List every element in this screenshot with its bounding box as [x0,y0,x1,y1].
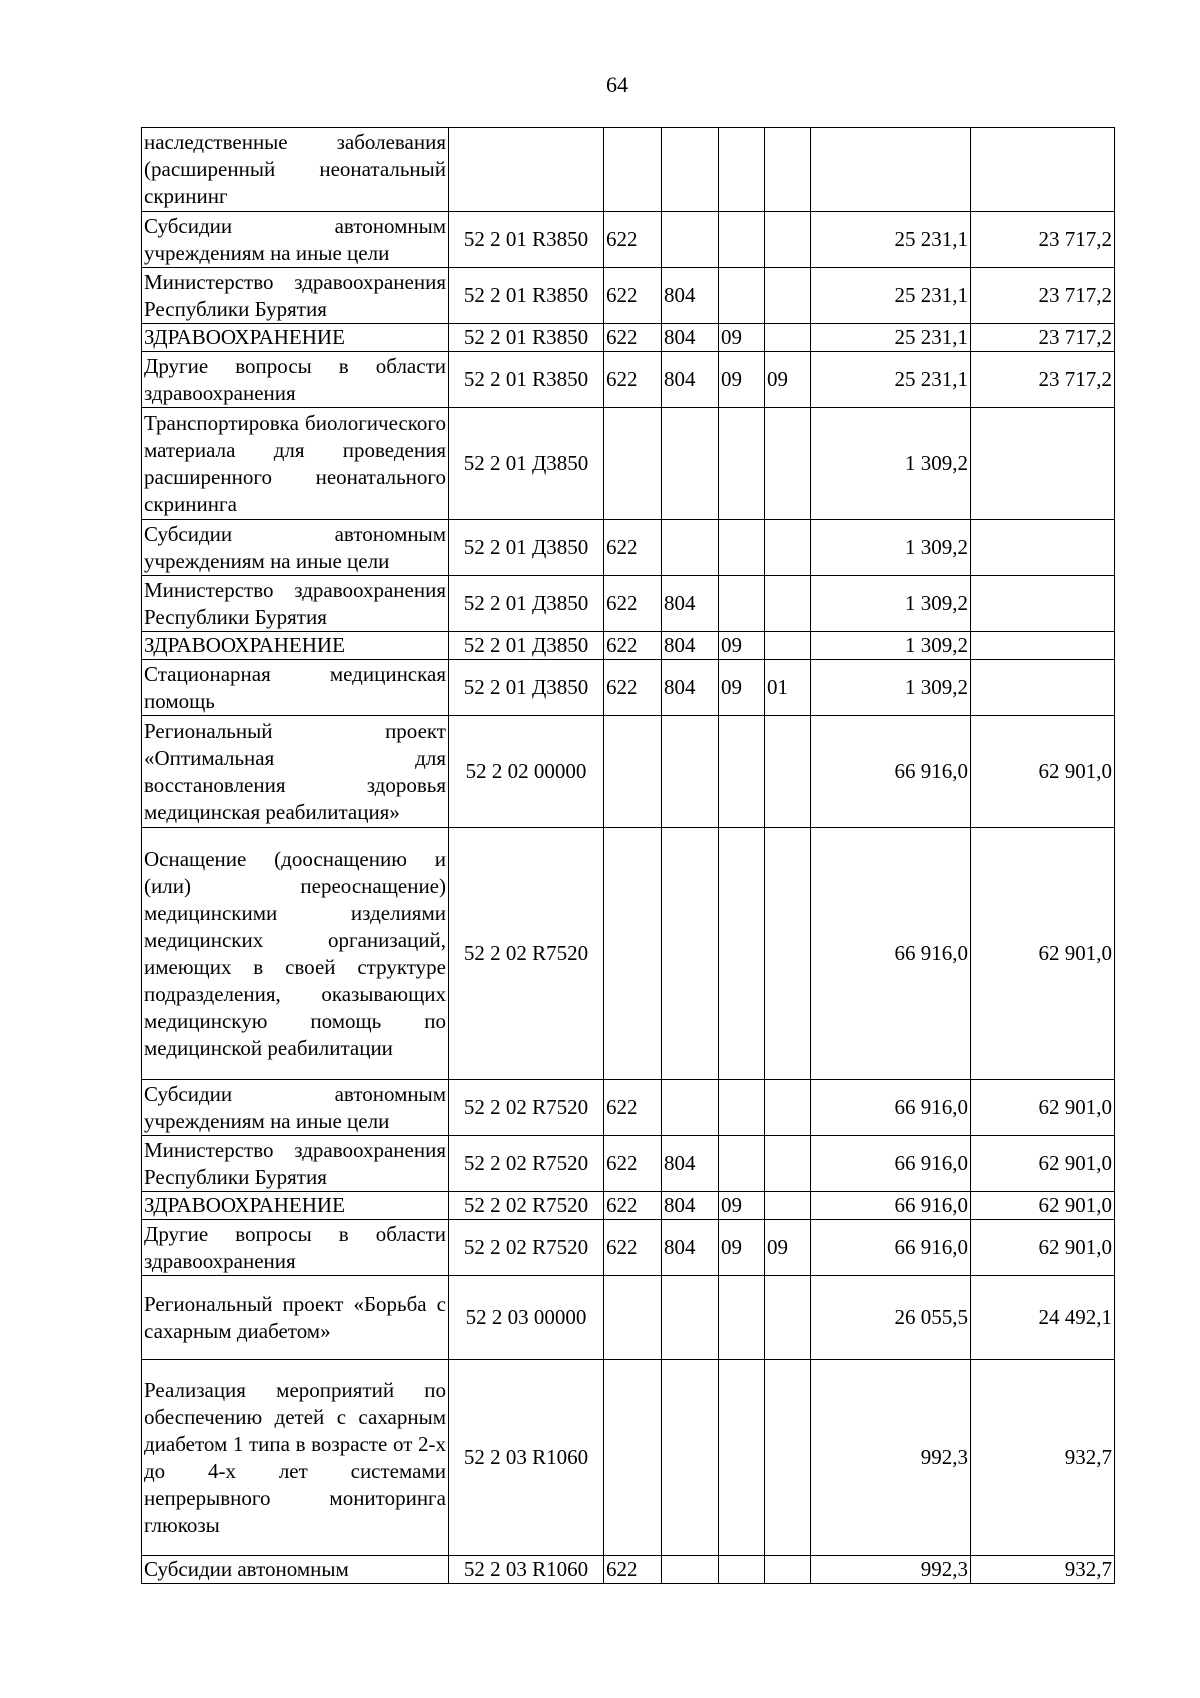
page-number: 64 [606,72,628,97]
amount-year-1: 1 309,2 [811,632,971,660]
target-article-code: 52 2 01 R3850 [449,212,604,268]
amount-year-2: 932,7 [971,1556,1115,1584]
amount-year-1: 25 231,1 [811,212,971,268]
subsection-code [765,212,811,268]
target-article-code: 52 2 01 Д3850 [449,632,604,660]
section-code [719,1276,765,1360]
amount-year-1: 25 231,1 [811,268,971,324]
row-description: Другие вопросы в области здравоохранения [142,1220,449,1276]
section-code: 09 [719,1192,765,1220]
ministry-code [662,1080,719,1136]
row-description: Стационарная медицинская помощь [142,660,449,716]
expense-type-code [604,128,662,212]
subsection-code: 01 [765,660,811,716]
table-row [142,1220,1115,1276]
row-description: Региональный проект «Борьба с сахарным диабетом» [142,1276,449,1360]
table-row [142,268,1115,324]
row-description: Субсидии автономным учреждениям на иные цели [142,1080,449,1136]
amount-year-2 [971,576,1115,632]
amount-year-2 [971,520,1115,576]
expense-type-code: 622 [604,1136,662,1192]
target-article-code: 52 2 01 Д3850 [449,660,604,716]
row-description: Оснащение (дооснащению и (или) переоснащение) медицинскими изделиями медицинских организаций, имеющих в своей структуре подразделения, оказывающих медицинскую помощь по медицинской реабилитации [142,828,449,1080]
table-row [142,632,1115,660]
target-article-code: 52 2 03 00000 [449,1276,604,1360]
ministry-code: 804 [662,1220,719,1276]
amount-year-2: 932,7 [971,1360,1115,1556]
row-description: Министерство здравоохранения Республики Бурятия [142,268,449,324]
amount-year-1: 1 309,2 [811,660,971,716]
row-description: наследственные заболевания (расширенный неонатальный скрининг [142,128,449,212]
subsection-code [765,576,811,632]
subsection-code [765,1360,811,1556]
table-row [142,212,1115,268]
budget-table [141,127,1115,1584]
ministry-code: 804 [662,576,719,632]
ministry-code: 804 [662,268,719,324]
ministry-code [662,212,719,268]
target-article-code: 52 2 02 R7520 [449,1220,604,1276]
amount-year-1: 66 916,0 [811,1080,971,1136]
table-row [142,576,1115,632]
ministry-code [662,828,719,1080]
table-row [142,828,1115,1080]
target-article-code: 52 2 03 R1060 [449,1360,604,1556]
amount-year-1: 66 916,0 [811,828,971,1080]
amount-year-1 [811,128,971,212]
subsection-code [765,1080,811,1136]
amount-year-1: 66 916,0 [811,716,971,828]
table-row [142,1360,1115,1556]
expense-type-code: 622 [604,268,662,324]
amount-year-1: 66 916,0 [811,1136,971,1192]
expense-type-code: 622 [604,212,662,268]
amount-year-2: 23 717,2 [971,212,1115,268]
row-description: Транспортировка биологического материала для проведения расширенного неонатального скрининга [142,408,449,520]
target-article-code: 52 2 02 R7520 [449,1136,604,1192]
target-article-code: 52 2 02 R7520 [449,1192,604,1220]
amount-year-2: 62 901,0 [971,1080,1115,1136]
subsection-code [765,828,811,1080]
amount-year-2: 23 717,2 [971,352,1115,408]
amount-year-2: 23 717,2 [971,268,1115,324]
section-code [719,408,765,520]
expense-type-code: 622 [604,1080,662,1136]
section-code: 09 [719,324,765,352]
row-description: Министерство здравоохранения Республики Бурятия [142,1136,449,1192]
target-article-code: 52 2 03 R1060 [449,1556,604,1584]
section-code [719,1136,765,1192]
table-row [142,716,1115,828]
section-code: 09 [719,352,765,408]
target-article-code: 52 2 02 R7520 [449,1080,604,1136]
amount-year-2: 62 901,0 [971,828,1115,1080]
amount-year-2: 24 492,1 [971,1276,1115,1360]
section-code [719,1080,765,1136]
section-code [719,268,765,324]
subsection-code [765,1192,811,1220]
table-row [142,1556,1115,1584]
amount-year-1: 25 231,1 [811,324,971,352]
row-description: ЗДРАВООХРАНЕНИЕ [142,632,449,660]
amount-year-1: 25 231,1 [811,352,971,408]
amount-year-2 [971,408,1115,520]
target-article-code: 52 2 01 Д3850 [449,520,604,576]
target-article-code: 52 2 01 R3850 [449,324,604,352]
amount-year-1: 26 055,5 [811,1276,971,1360]
table-row [142,408,1115,520]
subsection-code [765,128,811,212]
ministry-code [662,520,719,576]
expense-type-code [604,828,662,1080]
row-description: ЗДРАВООХРАНЕНИЕ [142,1192,449,1220]
table-row [142,1136,1115,1192]
subsection-code [765,1276,811,1360]
expense-type-code: 622 [604,1220,662,1276]
amount-year-2 [971,128,1115,212]
ministry-code [662,1556,719,1584]
expense-type-code: 622 [604,1556,662,1584]
ministry-code [662,408,719,520]
amount-year-1: 1 309,2 [811,520,971,576]
section-code [719,1556,765,1584]
ministry-code [662,128,719,212]
ministry-code: 804 [662,352,719,408]
subsection-code [765,632,811,660]
subsection-code: 09 [765,352,811,408]
expense-type-code [604,1276,662,1360]
expense-type-code [604,1360,662,1556]
ministry-code [662,716,719,828]
row-description: Региональный проект «Оптимальная для восстановления здоровья медицинская реабилитация» [142,716,449,828]
amount-year-2: 62 901,0 [971,1136,1115,1192]
target-article-code: 52 2 01 Д3850 [449,408,604,520]
amount-year-1: 1 309,2 [811,576,971,632]
subsection-code [765,1556,811,1584]
amount-year-1: 1 309,2 [811,408,971,520]
target-article-code: 52 2 01 Д3850 [449,576,604,632]
expense-type-code: 622 [604,520,662,576]
expense-type-code [604,716,662,828]
row-description: Другие вопросы в области здравоохранения [142,352,449,408]
table-row [142,1192,1115,1220]
table-row [142,324,1115,352]
section-code [719,520,765,576]
subsection-code [765,324,811,352]
subsection-code [765,408,811,520]
target-article-code: 52 2 01 R3850 [449,268,604,324]
table-row [142,352,1115,408]
ministry-code: 804 [662,1192,719,1220]
table-row [142,660,1115,716]
amount-year-2: 62 901,0 [971,1220,1115,1276]
subsection-code [765,520,811,576]
table-row [142,520,1115,576]
row-description: Субсидии автономным учреждениям на иные цели [142,212,449,268]
section-code: 09 [719,1220,765,1276]
amount-year-1: 66 916,0 [811,1192,971,1220]
section-code [719,828,765,1080]
ministry-code: 804 [662,1136,719,1192]
section-code: 09 [719,632,765,660]
target-article-code [449,128,604,212]
section-code [719,128,765,212]
ministry-code: 804 [662,324,719,352]
amount-year-2: 23 717,2 [971,324,1115,352]
table-row [142,128,1115,212]
row-description: Субсидии автономным учреждениям на иные цели [142,520,449,576]
amount-year-1: 992,3 [811,1556,971,1584]
section-code [719,212,765,268]
row-description: Министерство здравоохранения Республики Бурятия [142,576,449,632]
ministry-code: 804 [662,632,719,660]
amount-year-2 [971,660,1115,716]
table-row [142,1276,1115,1360]
section-code [719,1360,765,1556]
amount-year-2: 62 901,0 [971,1192,1115,1220]
table-row [142,1080,1115,1136]
expense-type-code: 622 [604,1192,662,1220]
target-article-code: 52 2 02 R7520 [449,828,604,1080]
amount-year-1: 66 916,0 [811,1220,971,1276]
expense-type-code: 622 [604,352,662,408]
expense-type-code: 622 [604,324,662,352]
ministry-code [662,1360,719,1556]
amount-year-1: 992,3 [811,1360,971,1556]
row-description: ЗДРАВООХРАНЕНИЕ [142,324,449,352]
subsection-code [765,1136,811,1192]
expense-type-code: 622 [604,576,662,632]
row-description: Субсидии автономным [142,1556,449,1584]
row-description: Реализация мероприятий по обеспечению детей с сахарным диабетом 1 типа в возрасте от 2-х до 4-х лет системами непрерывного мониторинга глюкозы [142,1360,449,1556]
section-code [719,716,765,828]
ministry-code [662,1276,719,1360]
subsection-code [765,716,811,828]
target-article-code: 52 2 02 00000 [449,716,604,828]
subsection-code: 09 [765,1220,811,1276]
section-code: 09 [719,660,765,716]
subsection-code [765,268,811,324]
expense-type-code: 622 [604,660,662,716]
amount-year-2 [971,632,1115,660]
amount-year-2: 62 901,0 [971,716,1115,828]
section-code [719,576,765,632]
ministry-code: 804 [662,660,719,716]
expense-type-code: 622 [604,632,662,660]
target-article-code: 52 2 01 R3850 [449,352,604,408]
expense-type-code [604,408,662,520]
